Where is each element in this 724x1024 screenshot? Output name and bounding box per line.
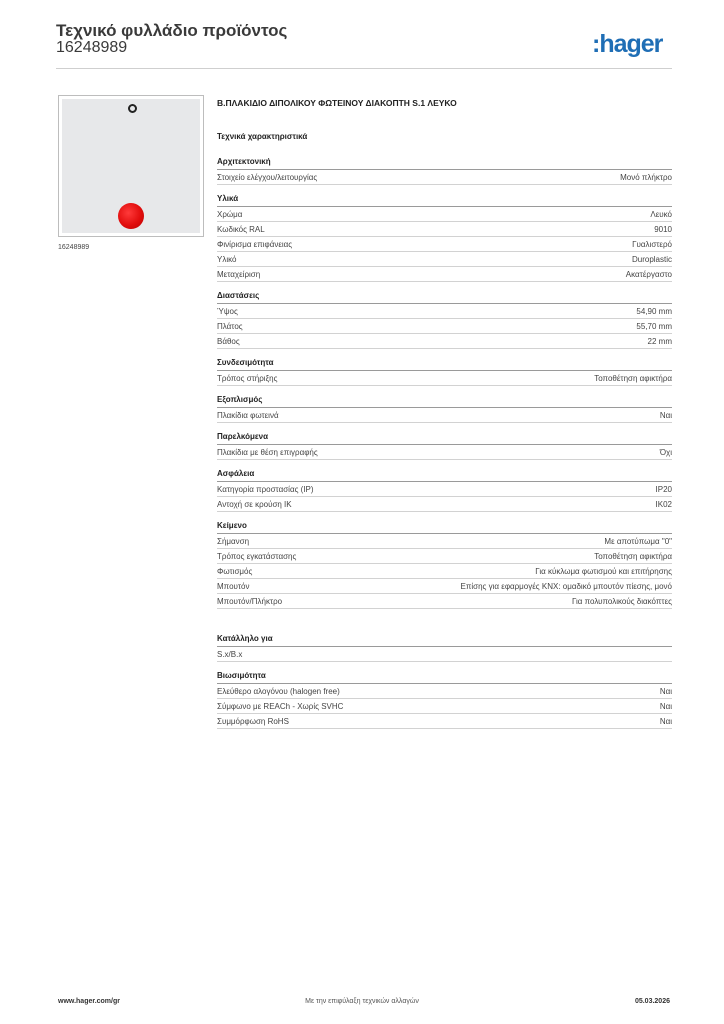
spec-value: Για κύκλωμα φωτισμού και επιτήρησης [535,567,672,576]
spec-value: Ναι [659,411,672,420]
spec-value: Γυαλιστερό [632,240,672,249]
spec-row [217,334,672,349]
red-lamp-icon [118,203,144,229]
spec-value: Τοποθέτηση αφικτήρα [594,552,672,561]
spec-sections [217,156,672,729]
spec-label: Μεταχείριση [217,270,261,279]
spec-section [217,156,672,185]
spec-row [217,267,672,282]
spec-value: Μονό πλήκτρο [620,173,672,182]
spec-row [217,714,672,729]
spec-value: IP20 [655,485,672,494]
section-heading: Κατάλληλο για [217,633,672,647]
section-heading: Αρχιτεκτονική [217,156,672,170]
spec-row [217,319,672,334]
footer-website: www.hager.com/gr [58,998,120,1005]
spec-row [217,534,672,549]
spec-label: Τρόπος στήριξης [217,374,278,383]
spec-label: Ελεύθερο αλογόνου (halogen free) [217,687,340,696]
spec-value: 54,90 mm [636,307,672,316]
spec-row [217,207,672,222]
spec-section [217,193,672,282]
spec-label: Πλακίδια με θέση επιγραφής [217,448,318,457]
spec-section [217,670,672,729]
indicator-ring-icon [128,104,137,113]
svg-text::hager: :hager [592,30,663,58]
section-heading: Ασφάλεια [217,468,672,482]
spec-value: 9010 [654,225,672,234]
spec-label: Κατηγορία προστασίας (IP) [217,485,314,494]
spec-value: 22 mm [647,337,672,346]
spec-row [217,549,672,564]
spec-label: Φωτισμός [217,567,253,576]
spec-value: Τοποθέτηση αφικτήρα [594,374,672,383]
spec-value: Ναι [659,717,672,726]
product-image [58,95,204,237]
spec-value: 55,70 mm [636,322,672,331]
spec-section [217,633,672,662]
section-heading: Παρελκόμενα [217,431,672,445]
spec-label: Ύψος [217,307,238,316]
spec-row [217,579,672,594]
spec-row [217,684,672,699]
spec-row [217,497,672,512]
spec-value: Με αποτύπωμα "0" [604,537,672,546]
spec-value: Επίσης για εφαρμογές KNX: ομαδικό μπουτόν πίεσης, μονό [460,582,672,591]
image-caption: 16248989 [58,244,90,251]
spec-label: Βάθος [217,337,240,346]
footer-note: Με την επιφύλαξη τεχνικών αλλαγών [305,998,419,1005]
page-title: Τεχνικό φυλλάδιο προϊόντος [56,21,288,40]
spec-row [217,482,672,497]
spec-row [217,170,672,185]
spec-label: S.x/B.x [217,650,243,659]
spec-content [217,96,672,729]
spec-section [217,431,672,460]
spec-label: Πλάτος [217,322,243,331]
spec-value: Όχι [659,448,672,457]
spec-row [217,371,672,386]
spec-label: Χρώμα [217,210,243,219]
product-code: 16248989 [56,39,128,56]
spec-label: Μπουτόν/Πλήκτρο [217,597,283,606]
spec-section [217,357,672,386]
spec-section [217,468,672,512]
spec-label: Μπουτόν [217,582,250,591]
spec-row [217,564,672,579]
spec-label: Κωδικός RAL [217,225,265,234]
spec-section [217,290,672,349]
spec-value: IK02 [655,500,672,509]
spec-label: Σύμφωνο με REACh - Χωρίς SVHC [217,702,344,711]
spec-label: Τρόπος εγκατάστασης [217,552,297,561]
spec-value: Ναι [659,687,672,696]
spec-row [217,445,672,460]
spec-row [217,699,672,714]
spec-value: Ακατέργαστο [625,270,672,279]
spec-section [217,394,672,423]
spec-label: Υλικό [217,255,237,264]
section-heading: Συνδεσιμότητα [217,357,672,371]
section-heading: Διαστάσεις [217,290,672,304]
spec-value: Duroplastic [631,255,672,264]
footer-date: 05.03.2026 [634,998,670,1005]
spec-row [217,304,672,319]
spec-row [217,647,672,662]
spec-label: Φινίρισμα επιφάνειας [217,240,293,249]
spec-label: Αντοχή σε κρούση IK [217,500,292,509]
spec-section [217,520,672,609]
spec-value: Λευκό [650,210,672,219]
spec-row [217,408,672,423]
spec-value: Ναι [659,702,672,711]
spec-value: Για πολυπολικούς διακόπτες [571,597,672,606]
spec-label: Συμμόρφωση RoHS [217,717,289,726]
spec-subtitle: Τεχνικά χαρακτηριστικά [217,132,308,141]
section-heading: Κείμενο [217,520,672,534]
spec-row [217,237,672,252]
section-heading: Εξοπλισμός [217,394,672,408]
spec-row [217,252,672,267]
switch-plate [62,99,200,233]
spec-label: Πλακίδια φωτεινά [217,411,279,420]
section-heading: Βιωσιμότητα [217,670,672,684]
product-title: B.ΠΛΑΚΙΔΙΟ ΔΙΠΟΛΙΚΟΥ ΦΩΤΕΙΝΟΥ ΔΙΑΚΟΠΤΗ S.1 ΛΕΥΚΟ [217,98,457,108]
spec-label: Σήμανση [217,537,250,546]
spec-row [217,222,672,237]
header-divider [56,68,672,69]
hager-logo [592,30,676,60]
section-heading: Υλικά [217,193,672,207]
spec-row [217,594,672,609]
spec-label: Στοιχείο ελέγχου/λειτουργίας [217,173,318,182]
